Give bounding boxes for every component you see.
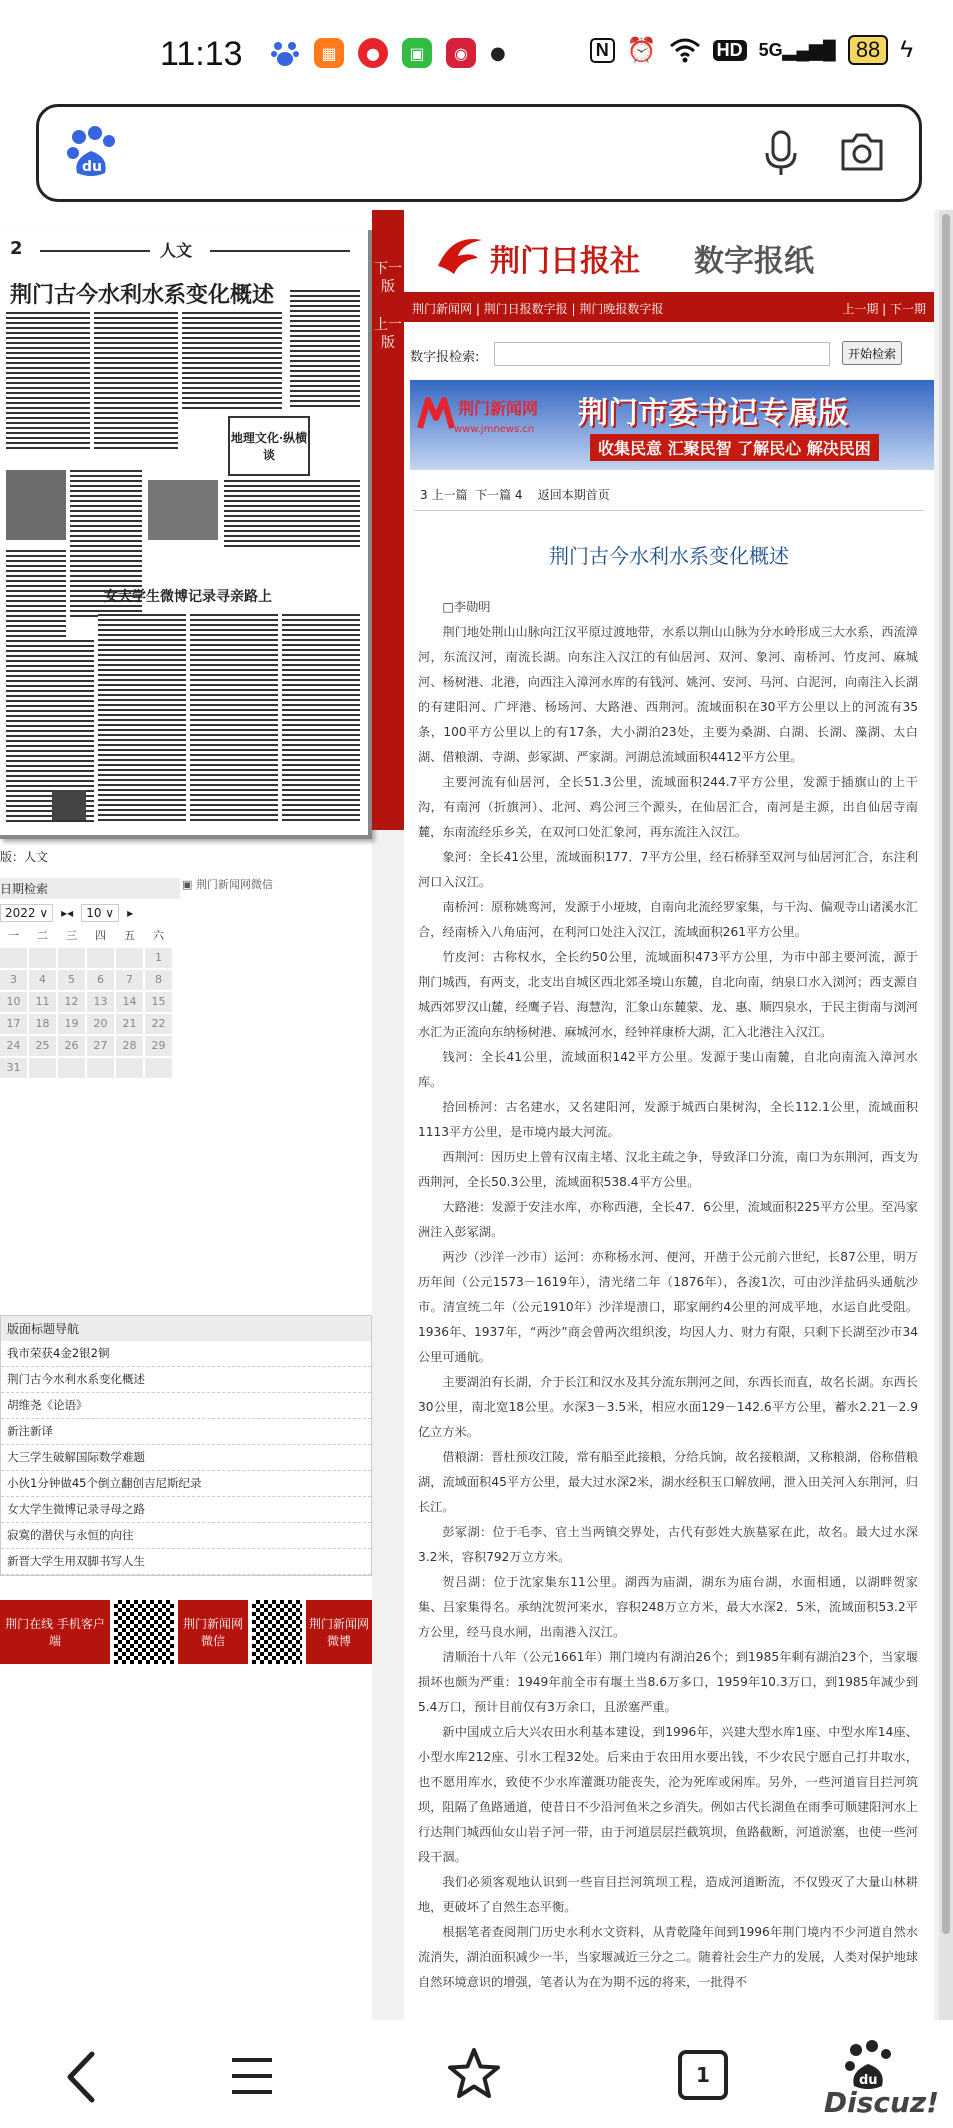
list-item[interactable]: 胡维尧《论语》 <box>1 1393 371 1419</box>
section-label: 版：人文 <box>0 850 49 864</box>
article-paragraph: 借粮湖：晋杜预攻江陵，常有船至此接粮，分给兵饷，故名接粮湖，又称粮湖，俗称借粮湖，流域面积45平方公里，最大过水深2米，湖水经积玉口解放闸，泄入田关河入东荆河，归长江。 <box>418 1450 918 1514</box>
calendar-day[interactable]: 17 <box>0 1014 27 1034</box>
clock: 11:13 <box>160 35 243 73</box>
prev-month-icon[interactable]: ▸◂ <box>61 906 74 920</box>
ad-app-text: 荆门在线 手机客户端 <box>5 1617 105 1648</box>
browser-search-bar[interactable] <box>36 104 922 202</box>
search-label: 数字报检索: <box>410 350 480 365</box>
jmnews-logo-icon <box>416 394 456 434</box>
article-paragraph: 大路港：发源于安洼水库，亦称西港，全长47．6公里，流域面积225平方公里。至冯家洲注入彭冢湖。 <box>418 1200 918 1239</box>
article-title: 荆门古今水利水系变化概述 <box>549 544 789 568</box>
calendar-day[interactable]: 18 <box>29 1014 56 1034</box>
app-green-icon: ▣ <box>402 38 432 68</box>
calendar-day[interactable]: 20 <box>87 1014 114 1034</box>
photo-2 <box>148 480 218 540</box>
article-paragraph: 主要湖泊有长湖，介于长江和汉水及其分流东荆河之间，东西长而直，故名长湖。东西长30公里，南北宽18公里。水深3－3.5米，相应水面129－142.6平方公里，蓄水2.21－2.9亿立方米。 <box>418 1375 918 1439</box>
article-author: □李勋明 <box>442 600 491 614</box>
network-type: 5G <box>758 39 783 60</box>
calendar-day[interactable]: 26 <box>58 1036 85 1056</box>
battery-icon <box>848 35 888 65</box>
app-store-icon: ◉ <box>446 38 476 68</box>
article-paragraph: 清顺治十八年（公元1661年）荆门境内有湖泊26个；到1985年剩有湖泊23个，当家堰损坏也颇为严重：1949年前全市有堰土当8.6万多口，1959年10.3万口，到1985年减少到5.4万口，预计目前仅有3万余口，且淤塞严重。 <box>418 1650 918 1714</box>
tabs-button[interactable] <box>678 2050 728 2100</box>
app-red-icon: ● <box>358 38 388 68</box>
headline-nav-list <box>0 1315 372 1576</box>
weekday-header: 五 <box>116 926 143 946</box>
secretary-banner[interactable] <box>410 380 934 470</box>
bookmark-star-icon[interactable] <box>446 2046 502 2102</box>
next-month-icon[interactable]: ▸ <box>127 906 134 920</box>
list-item[interactable]: 新注新译 <box>1 1419 371 1445</box>
issue-nav[interactable]: 上一期 | 下一期 <box>842 302 926 316</box>
nfc-icon: N <box>590 38 615 63</box>
calendar-day[interactable]: 5 <box>58 970 85 990</box>
page-section: 人文 <box>160 241 193 260</box>
calendar-day <box>0 948 27 968</box>
calendar-day[interactable]: 25 <box>29 1036 56 1056</box>
year-select[interactable]: 2022 ∨ <box>0 904 53 922</box>
date-search-title: 日期检索 <box>0 878 180 899</box>
calendar-day <box>116 1058 143 1078</box>
month-value: 10 <box>86 906 102 920</box>
calendar-day[interactable]: 28 <box>116 1036 143 1056</box>
list-title: 版面标题导航 <box>1 1316 371 1341</box>
webpage <box>0 210 953 2020</box>
banner-site: 荆门新闻网 <box>458 399 539 418</box>
prev-page-text: 上一版 <box>374 317 402 351</box>
ad-weibo-text: 荆门新闻网 微博 <box>308 1617 369 1648</box>
digital-search-input[interactable] <box>494 342 830 366</box>
newspaper-page-thumbnail[interactable] <box>0 230 372 839</box>
article-paragraph: 根据笔者查阅荆门历史水利水文资料，从青乾隆年间到1996年荆门境内不少河道自然水流消失，湖泊面积减少一半，当家堰减近三分之二。随着社会生产力的发展，人类对保护地球自然环境意识的增强，笔者认为在为期不远的将来，一批得不 <box>418 1925 918 1989</box>
ad-wechat-text: 荆门新闻网 微信 <box>182 1617 243 1648</box>
battery-level: 88 <box>855 37 881 62</box>
calendar-day[interactable]: 3 <box>0 970 27 990</box>
left-column <box>0 210 372 2020</box>
dot-icon: ● <box>490 42 506 64</box>
qr-code-2-icon <box>252 1600 302 1664</box>
banner-slogan: 收集民意 汇聚民智 了解民心 解决民困 <box>590 434 879 461</box>
jingmen-daily-logo-icon <box>432 230 486 284</box>
tab-count: 1 <box>696 2063 710 2087</box>
baidu-paw-icon <box>270 38 300 68</box>
weekday-header: 四 <box>87 926 114 946</box>
nav-links[interactable]: 荆门新闻网 | 荆门日报数字报 | 荆门晚报数字报 <box>412 302 664 316</box>
weekday-header: 二 <box>29 926 56 946</box>
right-column <box>404 210 934 2020</box>
calendar-day[interactable]: 31 <box>0 1058 27 1078</box>
article-paragraph: 拾回桥河：古名建水，又名建阳河，发源于城西白果树沟，全长112.1公里，流域面积1113平方公里，是市境内最大河流。 <box>418 1100 918 1139</box>
page-number: 2 <box>10 238 23 259</box>
photo-1 <box>6 470 66 540</box>
baidu-logo-icon <box>65 125 121 181</box>
browser-bottom-nav <box>0 2020 953 2128</box>
back-icon[interactable] <box>62 2050 102 2104</box>
calendar-day <box>87 1058 114 1078</box>
site-name: 荆门日报社 <box>490 244 640 279</box>
article-paragraph: 贺吕湖：位于沈家集东11公里。湖西为庙湖，湖东为庙台湖，水面相通，以湖畔贺家集、吕家集得名。承纳沈贺河来水，容积248万立方米，最大水深2．5米，流域面积53.2平方公里，经马良水闸，出南港入汉江。 <box>418 1575 918 1639</box>
search-input[interactable] <box>139 129 723 175</box>
calendar-day[interactable]: 14 <box>116 992 143 1012</box>
scroll-thumb[interactable] <box>942 214 950 1934</box>
calendar-day[interactable]: 27 <box>87 1036 114 1056</box>
calendar <box>0 904 170 1078</box>
calendar-day[interactable]: 7 <box>116 970 143 990</box>
site-logo <box>404 210 934 292</box>
calendar-day[interactable]: 6 <box>87 970 114 990</box>
newspaper-header <box>0 238 360 268</box>
pager-text[interactable]: 3 上一篇 下一篇 4 返回本期首页 <box>420 488 610 502</box>
page-scrollbar[interactable] <box>939 210 953 2020</box>
sub-headline: 女大学生微博记录寻亲路上 <box>104 589 272 605</box>
photo-3 <box>52 790 86 820</box>
calendar-day[interactable]: 13 <box>87 992 114 1012</box>
side-box-text: 地理文化·纵横谈 <box>230 431 308 462</box>
month-select[interactable]: 10 ∨ <box>81 904 119 922</box>
weekday-header: 六 <box>145 926 172 946</box>
calendar-day <box>145 1058 172 1078</box>
next-page-link[interactable] <box>372 260 404 296</box>
qr-code-1-icon <box>114 1600 174 1664</box>
calendar-day[interactable]: 12 <box>58 992 85 1012</box>
banner-title: 荆门市委书记专属版 <box>578 396 848 431</box>
calendar-day <box>58 948 85 968</box>
article-pager <box>414 480 924 511</box>
list-item[interactable]: 女大学生微博记录寻母之路 <box>1 1497 371 1523</box>
calendar-day[interactable]: 1 <box>145 948 172 968</box>
qr-ad-bar <box>0 1600 372 1670</box>
weekday-header: 三 <box>58 926 85 946</box>
calendar-day <box>29 1058 56 1078</box>
menu-icon[interactable] <box>228 2054 276 2098</box>
list-item[interactable]: 新晋大学生用双脚书写人生 <box>1 1549 371 1575</box>
newspaper-headline: 荆门古今水利水系变化概述 <box>10 282 275 308</box>
calendar-day[interactable]: 24 <box>0 1036 27 1056</box>
calendar-day[interactable]: 10 <box>0 992 27 1012</box>
prev-page-link[interactable] <box>372 316 404 352</box>
ad-wechat[interactable] <box>178 1600 248 1664</box>
list-item[interactable]: 小伙1分钟做45个倒立翻创吉尼斯纪录 <box>1 1471 371 1497</box>
calendar-grid <box>0 926 170 1078</box>
app-grid-icon: ▦ <box>314 38 344 68</box>
calendar-day[interactable]: 29 <box>145 1036 172 1056</box>
article-paragraph: 两沙（沙洋一沙市）运河：亦称杨水河、便河，开凿于公元前六世纪，长87公里，明万历年间（公元1573－1619年），清光绪二年（1876年），各浚1次，可由沙洋盐码头通航沙市。清宣统二年（公元1910年）沙洋堤溃口，耶家闸约4公里的河成平地，水运自此受阻。1936年、1937年，“两沙”商会曾两次组织浚，均因人力、财力有限，只剩下长湖至沙市34公里可通航。 <box>418 1250 918 1364</box>
next-page-text: 下一版 <box>374 261 402 295</box>
svg-text:du: du <box>82 159 102 175</box>
ad-weibo[interactable] <box>306 1600 372 1664</box>
list-item[interactable]: 寂寞的潜伏与永恒的向往 <box>1 1523 371 1549</box>
calendar-day[interactable]: 4 <box>29 970 56 990</box>
article-paragraph: 荆门地处荆山山脉向江汉平原过渡地带，水系以荆山山脉为分水岭形成三大水系，西流漳河，东流汉河，南流长湖。向东注入汉江的有仙居河、双河、象河、南桥河、竹皮河、麻城河、杨树港、北港，向西注入漳河水库的有钱河、姚河、安河、马河、白泥河，向南注入长湖的有建阳河、广坪港、杨场河、大路港、西荆河。流域面积在30平方公里以上的河流有35条，100平方公里以上的有17条，大小湖泊23处，主要为桑湖、白湖、长湖、藻湖、太白湖、借粮湖、寺湖、彭冢湖、严家湖。河湖总流域面积4412平方公里。 <box>418 625 918 764</box>
hd-icon: HD <box>713 40 747 61</box>
banner-url: www.jmnews.cn <box>454 424 535 435</box>
article-paragraph: 竹皮河：古称权水，全长约50公里，流域面积473平方公里，为市中部主要河流，源于荆门城西，有两支，北支出自城区西北郊圣境山东麓，自北向南，纳泉口水入浏河；西支源自城西郊罗汉山麓，经鹰子岩、海慧沟，汇象山东麓蒙、龙、惠、顺四泉水，于民主街南与浏河水汇为正流向东纳杨树港、麻城河水，经钟祥康桥大湖，汇入北港注入汉江。 <box>418 950 918 1039</box>
article-paragraph: 主要河流有仙居河，全长51.3公里，流域面积244.7平方公里，发源于插旗山的上干沟，有南河（折旗河）、北河、鸡公河三个源头，在仙居汇合，南河是主源，出自仙居寺南麓，东南流经乐乡关，在双河口处汇象河，再东流注入汉江。 <box>418 775 918 839</box>
status-bar <box>0 0 953 110</box>
calendar-day <box>58 1058 85 1078</box>
weibo-label: 荆门新闻网微信 <box>195 878 273 891</box>
discuz-watermark: Discuz! <box>823 2086 939 2119</box>
svg-text:du: du <box>859 2073 878 2088</box>
article-paragraph: 南桥河：原称姚鸾河，发源于小垭坡，自南向北流经罗家集，与干沟、偏观寺山诸溪水汇合，经南桥入八角庙河，在利河口处注入汉江，流域面积261平方公里。 <box>418 900 918 939</box>
calendar-day[interactable]: 11 <box>29 992 56 1012</box>
search-button[interactable]: 开始检索 <box>842 341 902 365</box>
weibo-image-link[interactable]: ▣ 荆门新闻网微信 <box>182 878 273 891</box>
wifi-icon <box>669 37 701 63</box>
list-item[interactable]: 大三学生破解国际数学难题 <box>1 1445 371 1471</box>
ad-app[interactable] <box>0 1600 110 1664</box>
digital-search <box>404 340 934 370</box>
year-value: 2022 <box>5 906 36 920</box>
calendar-day[interactable]: 15 <box>145 992 172 1012</box>
article-paragraph: 西荆河：因历史上曾有汉南主堵、汉北主疏之争，导致泽口分流，南口为东荆河，西支为西荆河，全长50.3公里，流域面积538.4平方公里。 <box>418 1150 918 1189</box>
page-switch-strip <box>372 210 404 830</box>
camera-icon[interactable] <box>839 131 885 173</box>
calendar-day[interactable]: 22 <box>145 1014 172 1034</box>
article-body <box>418 595 918 1995</box>
calendar-day[interactable]: 21 <box>116 1014 143 1034</box>
alarm-icon: ⏰ <box>626 36 657 64</box>
weekday-header: 一 <box>0 926 27 946</box>
calendar-day <box>87 948 114 968</box>
calendar-day <box>116 948 143 968</box>
notification-icons <box>270 38 506 68</box>
calendar-day <box>29 948 56 968</box>
calendar-day[interactable]: 8 <box>145 970 172 990</box>
list-item[interactable]: 我市荣获4金2银2铜 <box>1 1341 371 1367</box>
charging-icon: ϟ <box>900 36 913 63</box>
microphone-icon[interactable] <box>763 129 799 177</box>
site-digital: 数字报纸 <box>694 244 814 279</box>
article-paragraph: 彭冢湖：位于毛李、官土当两镇交界处，古代有彭姓大族墓冢在此，故名。最大过水深3.2米，容积792万立方米。 <box>418 1525 918 1564</box>
calendar-day[interactable]: 19 <box>58 1014 85 1034</box>
list-item[interactable]: 荆门古今水利水系变化概述 <box>1 1367 371 1393</box>
article-paragraph: 钱河：全长41公里，流域面积142平方公里。发源于斐山南麓，自北向南流入漳河水库。 <box>418 1050 918 1089</box>
signal-icon: 5G▂▄▆█ <box>758 39 836 60</box>
system-indicators <box>590 35 913 65</box>
article-paragraph: 新中国成立后大兴农田水利基本建设，到1996年，兴建大型水库1座、中型水库14座、小型水库212座、引水工程32处。后来由于农田用水要出钱，不少农民宁愿自己打井取水，也不愿用库水，致使不少水库灌溉功能丧失，沦为死库或闲库。另外，一些河道盲目拦河筑坝，阻隔了鱼路通道，使昔日不少沿河鱼米之乡消失。例如古代长湖鱼在雨季可顺建阳河水上行达荆门城西仙女山岩子河一带，由于河道层层拦截筑坝，鱼路截断，河道淤塞，也使一些河段干涸。 <box>418 1725 918 1864</box>
article-paragraph: 象河：全长41公里，流域面积177．7平方公里，经石桥驿至双河与仙居河汇合，东注利河口入汉江。 <box>418 850 918 889</box>
article-paragraph: 我们必须客观地认识到一些盲目拦河筑坝工程，造成河道断流，不仅毁灭了大量山林耕地，更破坏了自然生态平衡。 <box>418 1875 918 1914</box>
newspaper-side-box <box>228 416 310 476</box>
site-nav <box>404 292 934 322</box>
